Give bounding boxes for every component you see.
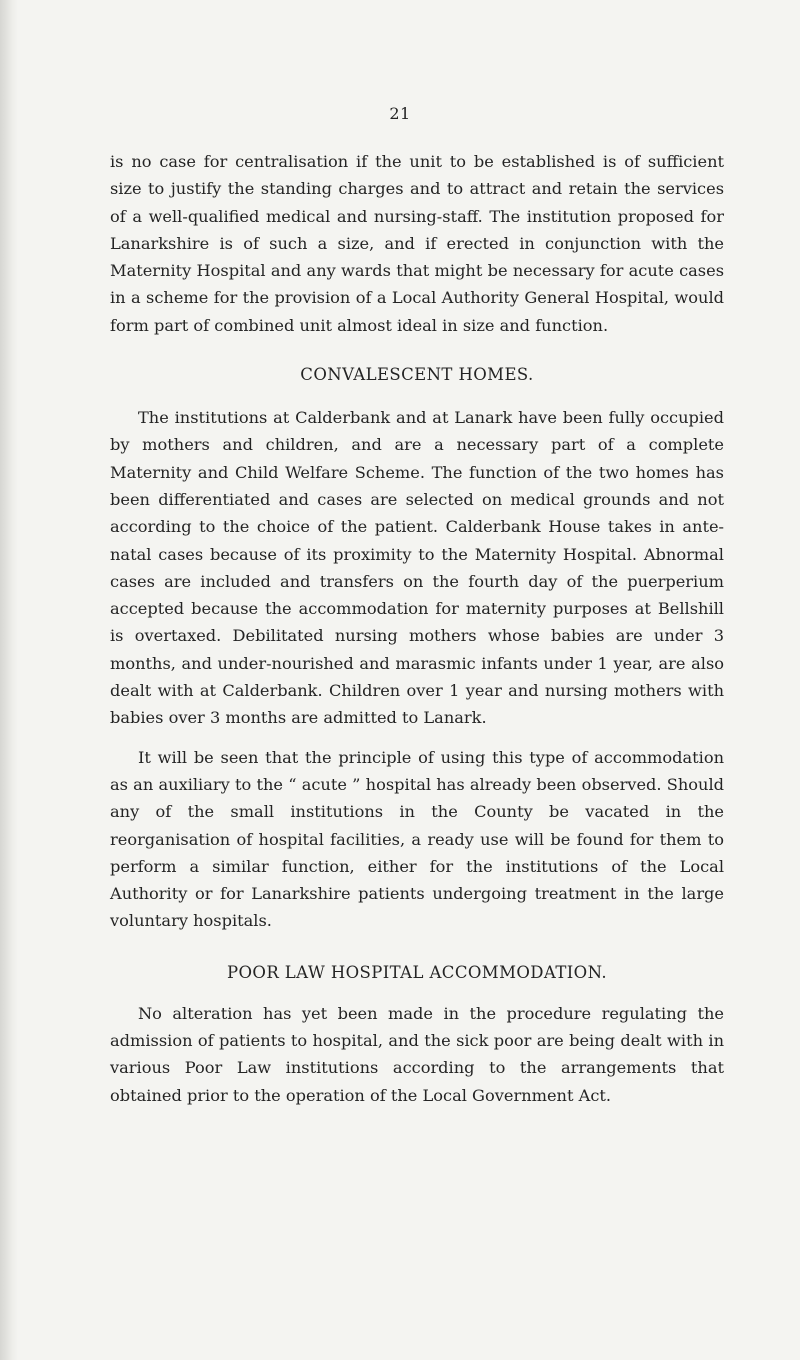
document-body — [110, 148, 724, 1109]
page-number: 21 — [389, 104, 411, 123]
section-heading-convalescent-homes: CONVALESCENT HOMES. — [300, 365, 534, 385]
section-heading-poor-law-hospital: POOR LAW HOSPITAL ACCOMMODATION. — [226, 962, 608, 982]
paragraph-auxiliary-accommodation: It will be seen that the principle of using this type of accommodation as an auxiliary to the “ acute ” hospital has already been observed. Should any of the small institutions in the County be vacated in the reorganisation of hospital facilities, a ready use will be found for them to perform a similar function, either for the institutions of the Local Authority or for Lanarkshire patients undergoing treatment in the large voluntary hospitals. — [110, 747, 724, 931]
paragraph-convalescent-homes: The institutions at Calderbank and at Lanark have been fully occupied by mothers and children, and are a necessary part of a complete Maternity and Child Welfare Scheme. The function of the two homes has been differentiated and cases are selected on medical grounds and not according to the choice of the patient. Calderbank House takes in ante-natal cases because of its proximity to the Maternity Hospital. Abnormal cases are included and transfers on the fourth day of the puerperium accepted because the accommodation for maternity purposes at Bellshill is overtaxed. Debilitated nursing mothers whose babies are under 3 months, and under-nourished and marasmic infants under 1 year, are also dealt with at Calderbank. Children over 1 year and nursing mothers with babies over 3 months are admitted to Lanark. — [110, 408, 724, 728]
page-edge-shadow — [0, 0, 18, 1360]
paragraph-poor-law-hospital: No alteration has yet been made in the procedure regulating the admission of patients to hospital, and the sick poor are being dealt with in various Poor Law institutions according to the arrangements that obtained prior to the operation of the Local Government Act. — [110, 1003, 724, 1105]
paragraph-continued: is no case for centralisation if the unit to be established is of sufficient size to justify the standing charges and to attract and retain the services of a well-qualified medical and nursing-staff. The institution proposed for Lanarkshire is of such a size, and if erected in conjunction with the Maternity Hospital and any wards that might be necessary for acute cases in a scheme for the provision of a Local Authority General Hospital, would form part of combined unit almost ideal in size and function. — [110, 152, 724, 335]
